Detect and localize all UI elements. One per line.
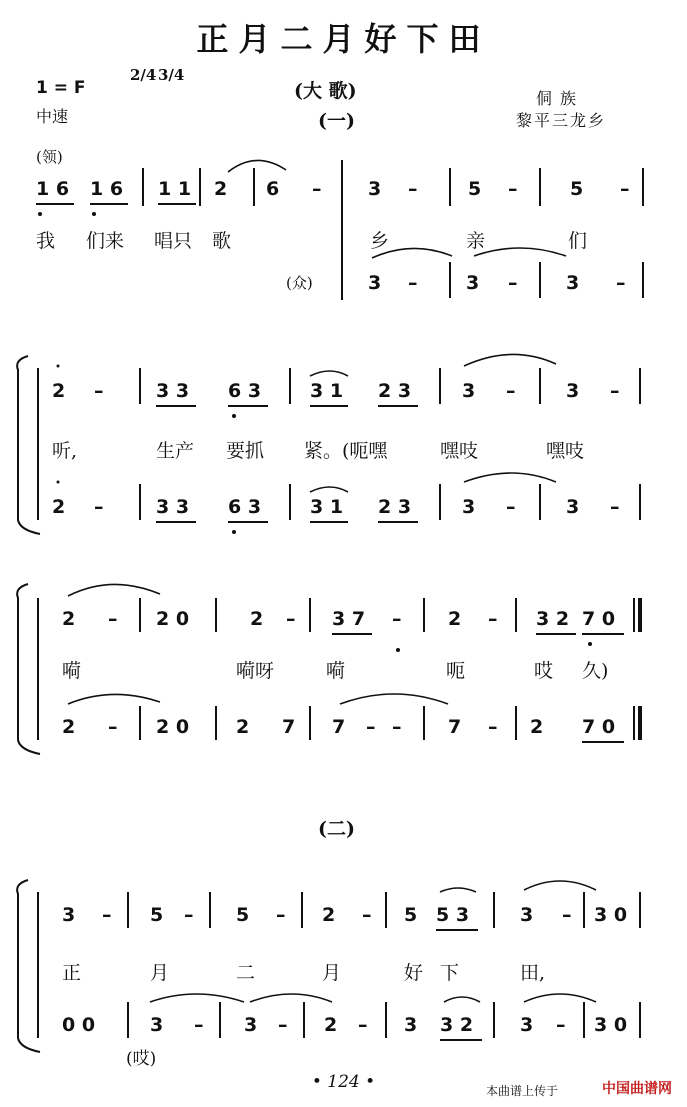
dash: – bbox=[94, 380, 104, 402]
note: 2 bbox=[62, 608, 76, 630]
note: 3 bbox=[368, 178, 382, 200]
lyric: 我 bbox=[36, 230, 56, 252]
lyric: 好 bbox=[404, 962, 424, 984]
note-group: 5 3 bbox=[436, 904, 470, 926]
lyric: 嘿吱 bbox=[440, 440, 479, 462]
note: 2 bbox=[448, 608, 462, 630]
dash: – bbox=[506, 496, 516, 518]
lyric: 久) bbox=[582, 660, 609, 682]
lyric: 们来 bbox=[86, 230, 125, 252]
key-signature: 1 = F bbox=[36, 78, 86, 98]
note-group: 3 0 bbox=[594, 904, 628, 926]
dash: – bbox=[276, 904, 286, 926]
note: 2 bbox=[52, 496, 66, 518]
lyric: 们 bbox=[568, 230, 588, 252]
ethnic-group: 侗族 bbox=[536, 89, 585, 108]
note: 3 bbox=[520, 1014, 534, 1036]
lead-label: (领) bbox=[36, 148, 63, 166]
note: 3 bbox=[150, 1014, 164, 1036]
note: 2 bbox=[52, 380, 66, 402]
lyric: 正 bbox=[62, 962, 82, 984]
genre-label: (大 歌) bbox=[294, 80, 357, 102]
note: 3 bbox=[462, 496, 476, 518]
note-group: 3 3 bbox=[156, 380, 190, 402]
lyric: 唱只 bbox=[154, 230, 193, 252]
note: 3 bbox=[368, 272, 382, 294]
lyric: 嗬 bbox=[62, 660, 82, 682]
lyric: 要抓 bbox=[226, 440, 265, 462]
lyric: 月 bbox=[150, 962, 170, 984]
note: 2 bbox=[324, 1014, 338, 1036]
note: 2 bbox=[322, 904, 336, 926]
note: 5 bbox=[150, 904, 164, 926]
note-group: 3 3 bbox=[156, 496, 190, 518]
lyric: 听, bbox=[52, 440, 78, 462]
lyric: 二 bbox=[236, 962, 256, 984]
dash: – bbox=[610, 380, 620, 402]
note-group: 3 1 bbox=[310, 380, 344, 402]
dash: – bbox=[408, 272, 418, 294]
note: 3 bbox=[62, 904, 76, 926]
note: 3 bbox=[566, 380, 580, 402]
lyric: 嘿吱 bbox=[546, 440, 585, 462]
dash: – bbox=[488, 608, 498, 630]
lyric: 哎 bbox=[534, 660, 554, 682]
dash: – bbox=[312, 178, 322, 200]
dash: – bbox=[562, 904, 572, 926]
site-watermark: 中国曲谱网 bbox=[602, 1081, 672, 1097]
upload-note: 本曲谱上传于 bbox=[486, 1084, 559, 1098]
note: 3 bbox=[404, 1014, 418, 1036]
note-group: 7 0 bbox=[582, 716, 616, 738]
note-group: 1 6 bbox=[36, 178, 70, 200]
dash: – bbox=[94, 496, 104, 518]
note: 3 bbox=[520, 904, 534, 926]
note-group: 3 2 bbox=[440, 1014, 474, 1036]
dash: – bbox=[108, 716, 118, 738]
note: 5 bbox=[404, 904, 418, 926]
meter-2-4: 2/4 bbox=[130, 66, 157, 84]
note: 2 bbox=[530, 716, 544, 738]
lyric: 嗬呀 bbox=[236, 660, 275, 682]
lyric: 下 bbox=[440, 962, 460, 984]
dash: – bbox=[506, 380, 516, 402]
dash: – bbox=[508, 178, 518, 200]
dash: – bbox=[366, 716, 376, 738]
note-group: 1 1 bbox=[158, 178, 192, 200]
note-group: 3 0 bbox=[594, 1014, 628, 1036]
song-title: 正月二月好下田 bbox=[196, 20, 491, 58]
note-group: 1 6 bbox=[90, 178, 124, 200]
dash: – bbox=[392, 608, 402, 630]
note: 5 bbox=[570, 178, 584, 200]
note: 7 bbox=[282, 716, 296, 738]
dash: – bbox=[488, 716, 498, 738]
dash: – bbox=[508, 272, 518, 294]
note: 5 bbox=[468, 178, 482, 200]
dash: – bbox=[108, 608, 118, 630]
lyric: 呃 bbox=[446, 660, 466, 682]
note: 2 bbox=[62, 716, 76, 738]
lyric: 嗬 bbox=[326, 660, 346, 682]
dash: – bbox=[616, 272, 626, 294]
dash: – bbox=[286, 608, 296, 630]
note: 2 bbox=[236, 716, 250, 738]
lyric: 亲 bbox=[466, 230, 486, 252]
note: 5 bbox=[236, 904, 250, 926]
lyric: 田, bbox=[520, 962, 546, 984]
dash: – bbox=[278, 1014, 288, 1036]
lyric: 月 bbox=[322, 962, 342, 984]
note: 3 bbox=[566, 496, 580, 518]
lyric: 生产 bbox=[156, 440, 195, 462]
dash: – bbox=[408, 178, 418, 200]
note: 6 bbox=[266, 178, 280, 200]
tempo-marking: 中速 bbox=[36, 107, 69, 126]
dash: – bbox=[194, 1014, 204, 1036]
section-two-number: (二) bbox=[318, 818, 355, 840]
note-group: 6 3 bbox=[228, 496, 262, 518]
dash: – bbox=[102, 904, 112, 926]
note-group: 3 1 bbox=[310, 496, 344, 518]
note-group: 7 0 bbox=[582, 608, 616, 630]
note: 7 bbox=[448, 716, 462, 738]
dash: – bbox=[620, 178, 630, 200]
note-group: 3 7 bbox=[332, 608, 366, 630]
note: 3 bbox=[566, 272, 580, 294]
note-group: 6 3 bbox=[228, 380, 262, 402]
dash: – bbox=[610, 496, 620, 518]
note: 3 bbox=[466, 272, 480, 294]
lyric: 紧。(呃嘿 bbox=[304, 440, 388, 462]
chorus-syllable: (哎) bbox=[126, 1049, 157, 1069]
chorus-label: (众) bbox=[286, 274, 313, 292]
dash: – bbox=[392, 716, 402, 738]
note-group: 2 0 bbox=[156, 608, 190, 630]
note: 7 bbox=[332, 716, 346, 738]
dash: – bbox=[358, 1014, 368, 1036]
note: 3 bbox=[462, 380, 476, 402]
dash: – bbox=[556, 1014, 566, 1036]
note-group: 0 0 bbox=[62, 1014, 96, 1036]
source-place: 黎平三龙乡 bbox=[516, 111, 607, 130]
dash: – bbox=[362, 904, 372, 926]
note-group: 2 3 bbox=[378, 380, 412, 402]
note: 2 bbox=[214, 178, 228, 200]
dash: – bbox=[184, 904, 194, 926]
note-group: 2 0 bbox=[156, 716, 190, 738]
section-one-number: (一) bbox=[318, 110, 355, 132]
note: 3 bbox=[244, 1014, 258, 1036]
note: 2 bbox=[250, 608, 264, 630]
meter-3-4: 3/4 bbox=[158, 66, 185, 84]
page-number: • 124 • bbox=[311, 1072, 376, 1092]
note-group: 3 2 bbox=[536, 608, 570, 630]
lyric: 歌 bbox=[212, 230, 232, 252]
note-group: 2 3 bbox=[378, 496, 412, 518]
lyric: 乡 bbox=[370, 230, 390, 252]
